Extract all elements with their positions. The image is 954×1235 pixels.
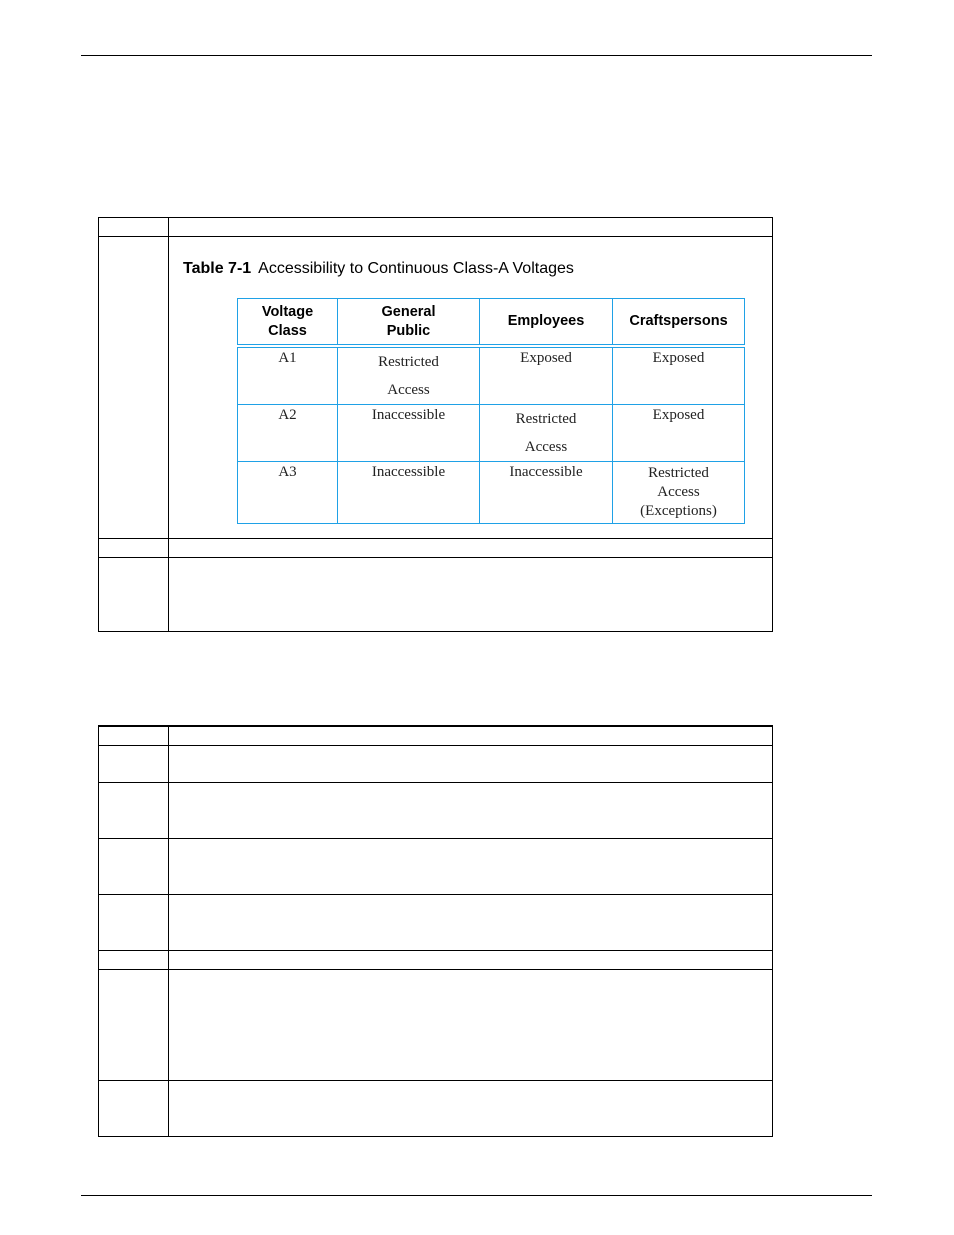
table-cell bbox=[99, 726, 169, 745]
requirements-table-upper bbox=[98, 217, 773, 632]
table-row bbox=[238, 462, 745, 524]
employees-cell bbox=[480, 405, 613, 462]
cell-line: Restricted bbox=[648, 465, 709, 481]
table-cell bbox=[99, 1080, 169, 1136]
footer-rule bbox=[81, 1195, 872, 1196]
table-cell bbox=[169, 838, 773, 894]
craftspersons-cell: Exposed bbox=[613, 405, 745, 462]
general-public-cell: Inaccessible bbox=[338, 405, 480, 462]
accessibility-table bbox=[237, 298, 745, 524]
general-public-cell: Inaccessible bbox=[338, 462, 480, 524]
requirements-table-lower bbox=[98, 725, 773, 1137]
table-row bbox=[99, 969, 773, 1080]
column-header bbox=[338, 299, 480, 347]
table-cell bbox=[169, 782, 773, 838]
table-row bbox=[99, 726, 773, 745]
table-row bbox=[99, 838, 773, 894]
table-row bbox=[99, 745, 773, 782]
table-cell bbox=[99, 237, 169, 539]
table-cell bbox=[99, 782, 169, 838]
table-cell bbox=[99, 894, 169, 950]
voltage-class-cell: A3 bbox=[238, 462, 338, 524]
header-row bbox=[238, 299, 745, 347]
craftspersons-cell: Exposed bbox=[613, 346, 745, 405]
general-public-cell bbox=[338, 346, 480, 405]
table-row bbox=[99, 539, 773, 558]
table-cell bbox=[169, 745, 773, 782]
figure-caption bbox=[183, 260, 574, 278]
figure-title: Accessibility to Continuous Class-A Voltages bbox=[258, 260, 574, 277]
header-line: Public bbox=[386, 322, 431, 339]
cell-line: Access bbox=[657, 484, 700, 500]
figure-cell bbox=[169, 237, 773, 539]
table-row bbox=[99, 237, 773, 539]
table-row bbox=[238, 405, 745, 462]
table-cell bbox=[99, 950, 169, 969]
header-rule bbox=[81, 55, 872, 56]
cell-line: Access bbox=[524, 439, 568, 455]
header-line: Voltage bbox=[261, 303, 314, 320]
table-row bbox=[99, 894, 773, 950]
employees-cell: Exposed bbox=[480, 346, 613, 405]
table-cell bbox=[169, 218, 773, 237]
cell-line: (Exceptions) bbox=[640, 503, 717, 519]
cell-line: Access bbox=[387, 382, 430, 398]
cell-line: Restricted bbox=[378, 354, 439, 370]
table-cell bbox=[169, 1080, 773, 1136]
column-header bbox=[238, 299, 338, 347]
header-line: General bbox=[381, 303, 436, 320]
header-line: Class bbox=[268, 322, 307, 339]
voltage-class-cell: A1 bbox=[238, 346, 338, 405]
voltage-class-cell: A2 bbox=[238, 405, 338, 462]
table-cell bbox=[99, 558, 169, 632]
table-cell bbox=[169, 950, 773, 969]
table-cell bbox=[169, 969, 773, 1080]
cell-line: Restricted bbox=[515, 411, 577, 427]
table-cell bbox=[169, 558, 773, 632]
table-row bbox=[99, 782, 773, 838]
table-row bbox=[238, 346, 745, 405]
craftspersons-cell bbox=[613, 462, 745, 524]
table-row bbox=[99, 218, 773, 237]
table-row bbox=[99, 1080, 773, 1136]
table-cell bbox=[169, 539, 773, 558]
table-cell bbox=[99, 969, 169, 1080]
figure-number: Table 7-1 bbox=[183, 260, 252, 277]
table-cell bbox=[99, 838, 169, 894]
column-header: Craftspersons bbox=[613, 299, 745, 347]
table-row bbox=[99, 950, 773, 969]
employees-cell: Inaccessible bbox=[480, 462, 613, 524]
table-cell bbox=[99, 218, 169, 237]
table-cell bbox=[169, 726, 773, 745]
table-row bbox=[99, 558, 773, 632]
column-header: Employees bbox=[480, 299, 613, 347]
table-cell bbox=[99, 539, 169, 558]
table-cell bbox=[169, 894, 773, 950]
table-cell bbox=[99, 745, 169, 782]
